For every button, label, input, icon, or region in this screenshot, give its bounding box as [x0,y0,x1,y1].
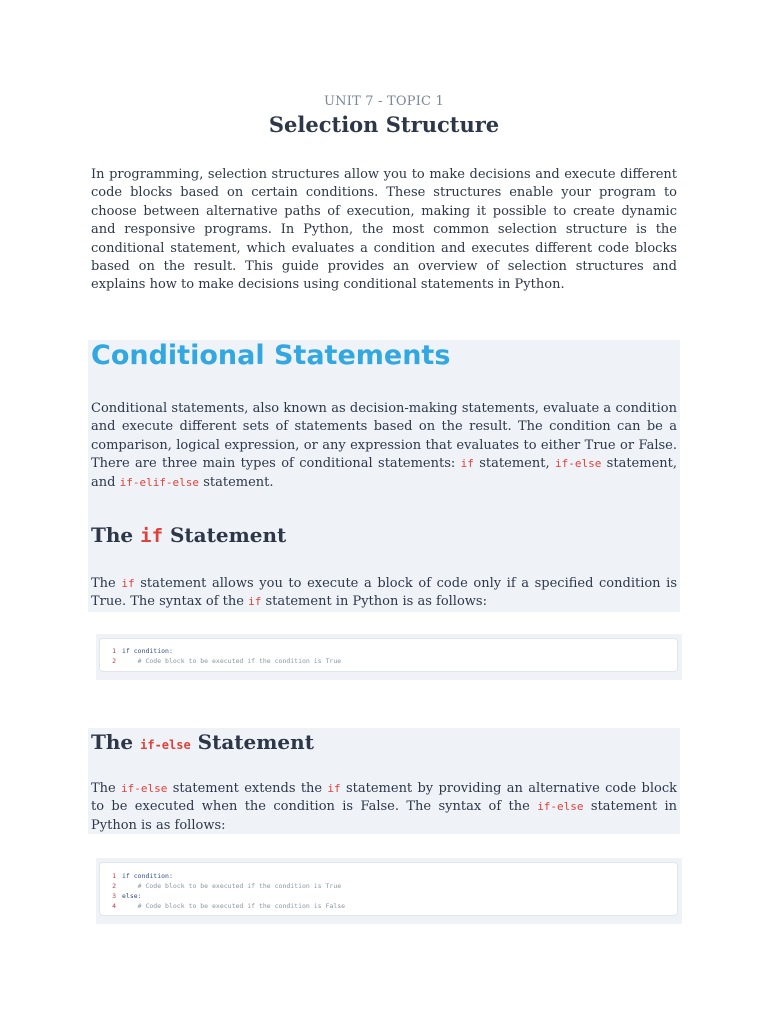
text-segment: statement in Python is as follows: [261,594,487,610]
if-else-statement-paragraph [91,780,677,835]
inline-code-if: if [327,782,341,795]
text-segment: Conditional statements, also known as decision-making statements, evaluate a condition and execute different sets of statements based on the result. The condition can be a comparison, logical expression, or any expression that evaluates to either True or False. There are three main types of conditional statements: [91,401,677,472]
conditional-statements-paragraph [91,400,677,492]
heading-code-if-else: if-else [140,738,191,752]
inline-code-if-else: if-else [537,800,584,814]
code-line [100,901,677,911]
code-text: if condition: [122,647,173,655]
heading-code-if: if [140,525,164,547]
section-heading-if-else-statement [91,730,314,754]
code-comment: # Code block to be executed if the condition is False [122,902,346,910]
code-line [100,646,677,656]
text-segment: statement, and [91,456,677,490]
inline-code-if: if [248,595,262,609]
inline-code-if-else: if-else [554,457,602,471]
section-heading-conditional-statements: Conditional Statements [91,340,451,371]
text-segment: statement allows you to execute a block of code only if a specified condition is True. The syntax of the [91,576,677,610]
code-line [100,871,677,881]
text-segment: The [91,781,122,796]
text-segment: The [91,576,122,591]
line-number: 4 [112,902,116,910]
line-number: 1 [112,647,116,655]
line-number: 1 [112,872,116,880]
inline-code-if-elif-else: if-elif-else [119,475,200,489]
section-heading-if-statement [91,523,286,547]
text-segment: statement. [199,474,274,490]
inline-code-if: if [460,457,474,471]
heading-text: The [91,730,141,754]
text-segment: statement extends the [167,781,328,796]
code-editor [99,638,678,672]
line-number: 2 [112,657,116,665]
line-number: 3 [112,892,116,900]
intro-paragraph: In programming, selection structures allow you to make decisions and execute different code blocks based on certain conditions. These structures enable your program to choose between alternative paths of execution, making it possible to create dynamic and responsive programs. In Python, the most common selection structure is the conditional statement, which evaluates a condition and executes different code blocks based on the result. This guide provides an overview of selection structures and explains how to make decisions using conditional statements in Python. [91,167,677,293]
code-comment: # Code block to be executed if the condition is True [122,882,342,890]
code-line [100,881,677,891]
inline-code-if-else: if-else [121,782,168,795]
heading-text: The [91,523,141,547]
if-statement-paragraph [91,575,677,612]
text-segment: statement, [473,456,555,472]
unit-label: UNIT 7 - TOPIC 1 [324,94,444,109]
text-segment: statement by providing an alternative code block to be executed when the condition is False. The syntax of the [91,781,677,815]
code-editor [99,862,678,916]
code-text: if condition: [122,872,173,880]
page-title: Selection Structure [268,112,500,137]
code-line [100,891,677,901]
inline-code-if: if [121,577,135,590]
heading-text: Statement [190,730,314,754]
text-segment: statement in Python is as follows: [91,799,677,833]
line-number: 2 [112,882,116,890]
heading-text: Statement [163,523,287,547]
code-line [100,656,677,666]
code-text: else: [122,892,142,900]
if-else-code-block [96,858,682,924]
if-code-block [96,634,682,680]
code-comment: # Code block to be executed if the condition is True [122,657,342,665]
